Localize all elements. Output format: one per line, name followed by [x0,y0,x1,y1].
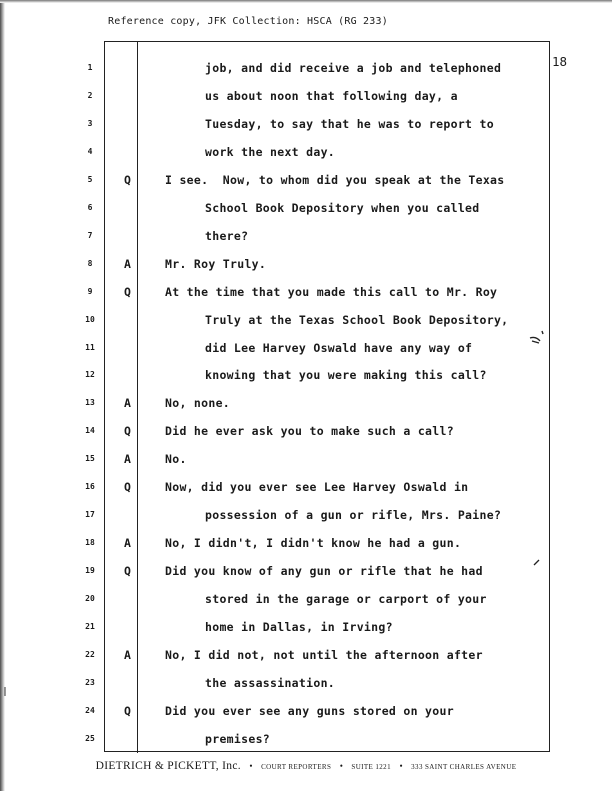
question-marker: Q [124,172,131,187]
transcript-line: At the time that you made this call to Mr. Roy [165,284,498,299]
scan-top-edge [0,0,612,3]
scan-mark [0,686,8,698]
line-number: 2 [87,90,93,100]
line-number: 20 [85,594,95,604]
question-marker: Q [124,703,131,718]
line-number: 15 [85,454,95,464]
transcript-line: Now, did you ever see Lee Harvey Oswald in [165,480,469,495]
transcript-line: premises? [205,731,271,746]
transcript-line: did Lee Harvey Oswald have any way of [205,340,473,355]
question-marker: Q [124,424,131,439]
transcript-line: Did you know of any gun or rifle that he had [165,564,483,579]
line-number: 6 [87,202,93,212]
transcript-line: No, I did not, not until the afternoon after [165,647,483,662]
transcript-line: I see. Now, to whom did you speak at the Texas [165,172,505,187]
line-number: 25 [85,733,95,743]
answer-marker: A [124,256,131,271]
line-number: 24 [85,705,95,715]
line-number: 10 [85,314,95,324]
line-number: 22 [85,649,95,659]
transcript-line: there? [205,228,249,243]
line-number: 9 [87,286,93,296]
service-label: COURT REPORTERS [261,763,332,771]
question-marker: Q [124,284,131,299]
scan-left-edge [0,0,5,791]
line-number: 18 [85,538,95,548]
line-number: 5 [87,174,93,184]
line-number: 19 [85,566,95,576]
transcript-line: School Book Depository when you called [205,200,480,215]
transcript-line: Did you ever see any guns stored on your [165,703,454,718]
line-number: 13 [85,398,95,408]
line-number: 23 [85,677,95,687]
reference-header: Reference copy, JFK Collection: HSCA (RG 233) [108,16,388,27]
transcript-line: Mr. Roy Truly. [165,256,267,271]
answer-marker: A [124,647,131,662]
transcript-line: home in Dallas, in Irving? [205,620,393,634]
line-number: 1 [87,63,93,72]
transcript-line: work the next day. [205,144,336,159]
separator-dot: • [249,761,253,771]
transcript-line: Truly at the Texas School Book Depository, [205,312,509,327]
transcript-line: knowing that you were making this call? [205,368,487,383]
transcript-line: No. [165,452,187,467]
separator-dot: • [399,761,403,771]
line-number: 14 [85,426,95,436]
scan-mark [528,328,548,346]
qa-column-rule [137,41,138,753]
line-number: 16 [85,482,95,492]
transcript-line: Tuesday, to say that he was to report to [205,116,494,131]
line-number: 7 [87,230,93,240]
page-number: 18 [552,54,568,69]
separator-dot: • [339,761,343,771]
transcript-line: us about noon that following day, a [205,88,458,103]
line-number: 11 [85,342,95,352]
line-number: 17 [85,510,95,520]
line-number: 4 [87,146,93,156]
transcript-line: possession of a gun or rifle, Mrs. Paine? [205,508,502,523]
transcript-line: job, and did receive a job and telephoned [205,61,502,75]
transcript-line: the assassination. [205,675,336,690]
scan-mark [532,556,542,568]
line-number: 21 [85,622,95,631]
address-label: 333 SAINT CHARLES AVENUE [411,763,517,771]
question-marker: Q [124,564,131,579]
suite-label: SUITE 1221 [351,763,391,771]
answer-marker: A [124,452,131,467]
answer-marker: A [124,396,131,411]
question-marker: Q [124,480,131,495]
transcript-line: stored in the garage or carport of your [205,592,487,607]
transcript-line: No, I didn't, I didn't know he had a gun. [165,536,462,551]
footer [0,760,612,772]
line-number: 3 [87,118,93,128]
transcript-line: Did he ever ask you to make such a call? [165,424,454,439]
line-number: 12 [85,370,95,380]
transcript-line: No, none. [165,396,231,411]
firm-name: DIETRICH & PICKETT, Inc. [95,760,241,772]
line-number: 8 [87,258,93,268]
answer-marker: A [124,536,131,551]
